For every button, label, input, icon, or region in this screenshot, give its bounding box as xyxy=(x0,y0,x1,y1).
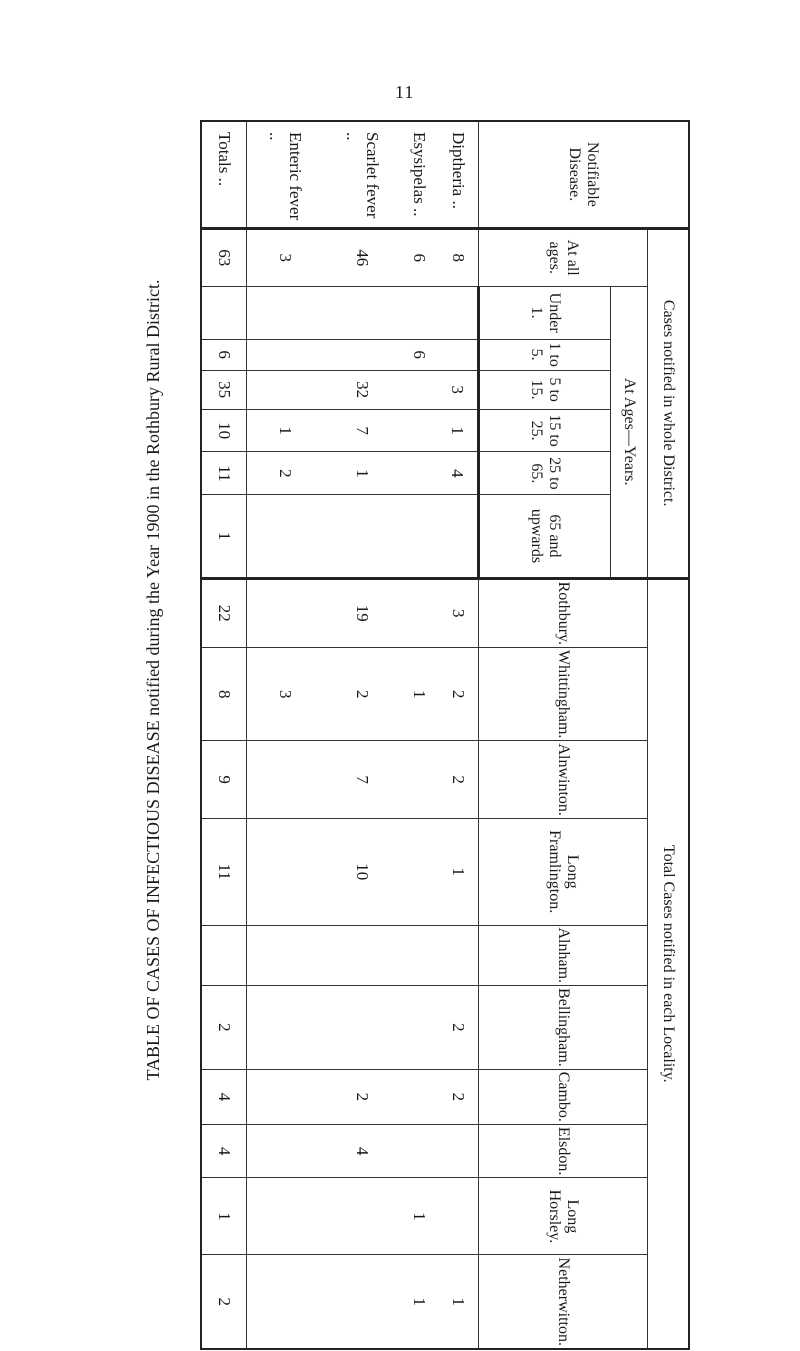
total-locality: 8 xyxy=(201,648,247,741)
header-age-5-15: 5 to 15. xyxy=(479,370,611,409)
table-row xyxy=(438,121,479,1349)
cell-locality xyxy=(324,1255,400,1349)
total-all-ages: 63 xyxy=(201,228,247,286)
header-age-under-1: Under 1. xyxy=(479,286,611,339)
header-age-15-25: 15 to 25. xyxy=(479,409,611,452)
header-notifiable-disease: Notifiable Disease. xyxy=(479,121,690,228)
cell-age xyxy=(400,370,438,409)
dots: .. xyxy=(409,208,429,217)
cell-locality xyxy=(247,578,324,647)
cell-locality: 2 xyxy=(324,1069,400,1124)
total-age: 11 xyxy=(201,452,247,495)
header-rothbury: Rothbury. xyxy=(479,578,648,647)
cell-age: 7 xyxy=(324,409,400,452)
cell-locality xyxy=(324,1178,400,1255)
cell-locality: 2 xyxy=(438,1069,479,1124)
header-age-65-up: 65 and upwards xyxy=(479,495,611,578)
totals-row xyxy=(201,121,247,1349)
cell-age: 32 xyxy=(324,370,400,409)
cell-locality: 1 xyxy=(400,1255,438,1349)
cell-locality xyxy=(400,986,438,1070)
header-alnwinton: Alnwinton. xyxy=(479,741,648,818)
total-age: 35 xyxy=(201,370,247,409)
total-locality: 1 xyxy=(201,1178,247,1255)
cell-locality: 4 xyxy=(324,1124,400,1177)
cell-age xyxy=(324,286,400,339)
cell-locality: 10 xyxy=(324,818,400,925)
cell-age: 4 xyxy=(438,452,479,495)
cell-age xyxy=(438,495,479,578)
disease-name xyxy=(400,121,438,228)
cell-age xyxy=(400,452,438,495)
cell-locality xyxy=(247,1255,324,1349)
cell-locality xyxy=(324,986,400,1070)
cell-locality xyxy=(247,1069,324,1124)
total-age: 6 xyxy=(201,339,247,370)
dots: .. xyxy=(342,132,362,141)
total-locality: 2 xyxy=(201,986,247,1070)
cell-locality: 19 xyxy=(324,578,400,647)
cell-age xyxy=(247,286,324,339)
cell-age xyxy=(438,286,479,339)
cell-locality xyxy=(400,1069,438,1124)
cell-locality xyxy=(400,818,438,925)
header-whole-district: Cases notified in whole District. xyxy=(648,228,690,578)
cell-locality xyxy=(247,741,324,818)
total-age xyxy=(201,286,247,339)
header-all-ages: At all ages. xyxy=(479,228,648,286)
disease-name xyxy=(247,121,324,228)
cell-all-ages: 3 xyxy=(247,228,324,286)
disease-label: Esysipelas xyxy=(409,132,429,204)
table-title xyxy=(143,279,164,1080)
total-locality xyxy=(201,925,247,986)
cell-age: 6 xyxy=(400,339,438,370)
cell-locality: 2 xyxy=(324,648,400,741)
cell-locality xyxy=(400,578,438,647)
header-bellingham: Bellingham. xyxy=(479,986,648,1070)
cell-age xyxy=(324,495,400,578)
table-row xyxy=(400,121,438,1349)
cell-age xyxy=(247,495,324,578)
header-elsdon: Elsdon. xyxy=(479,1124,648,1177)
cell-age: 1 xyxy=(247,409,324,452)
dots: .. xyxy=(448,200,468,209)
cell-locality xyxy=(324,925,400,986)
header-long-framlington: Long Framlington. xyxy=(479,818,648,925)
total-age: 10 xyxy=(201,409,247,452)
total-locality: 11 xyxy=(201,818,247,925)
page-number: 11 xyxy=(395,82,415,102)
total-locality: 22 xyxy=(201,578,247,647)
dots: .. xyxy=(215,177,234,187)
header-row-groups xyxy=(648,121,690,1349)
header-at-ages: At Ages—Years. xyxy=(611,286,648,578)
total-locality: 2 xyxy=(201,1255,247,1349)
cell-age xyxy=(400,286,438,339)
cell-locality xyxy=(247,818,324,925)
cell-age xyxy=(400,409,438,452)
table-title-text: TABLE OF CASES OF INFECTIOUS DISEASE notified during the Year 1900 in the Rothbury Rural District. xyxy=(143,279,163,1081)
cell-locality: 2 xyxy=(438,648,479,741)
table-row xyxy=(324,121,400,1349)
header-locality: Total Cases notified in each Locality. xyxy=(648,578,690,1349)
cell-locality xyxy=(247,925,324,986)
total-locality: 4 xyxy=(201,1124,247,1177)
header-netherwitton: Netherwitton. xyxy=(479,1255,648,1349)
disease-name xyxy=(324,121,400,228)
cell-age: 1 xyxy=(324,452,400,495)
disease-table xyxy=(200,120,690,1350)
dots: .. xyxy=(266,132,286,141)
header-age-1-5: 1 to 5. xyxy=(479,339,611,370)
header-cambo: Cambo. xyxy=(479,1069,648,1124)
cell-locality xyxy=(247,986,324,1070)
totals-label xyxy=(201,121,247,228)
header-whittingham: Whittingham. xyxy=(479,648,648,741)
cell-locality: 1 xyxy=(438,818,479,925)
cell-locality: 7 xyxy=(324,741,400,818)
cell-locality: 1 xyxy=(400,648,438,741)
cell-locality: 3 xyxy=(438,578,479,647)
totals-text: Totals xyxy=(215,132,234,174)
cell-locality xyxy=(438,925,479,986)
cell-age: 1 xyxy=(438,409,479,452)
disease-label: Enteric fever xyxy=(286,132,306,221)
cell-locality xyxy=(400,1124,438,1177)
cell-all-ages: 8 xyxy=(438,228,479,286)
table-row xyxy=(247,121,324,1349)
total-locality: 9 xyxy=(201,741,247,818)
cell-all-ages: 6 xyxy=(400,228,438,286)
header-row-subgroups xyxy=(611,121,648,1349)
total-locality: 4 xyxy=(201,1069,247,1124)
cell-age xyxy=(247,339,324,370)
header-long-horsley: Long Horsley. xyxy=(479,1178,648,1255)
cell-locality: 1 xyxy=(438,1255,479,1349)
cell-age xyxy=(400,495,438,578)
total-age: 1 xyxy=(201,495,247,578)
disease-label: Scarlet fever xyxy=(362,132,382,219)
cell-locality xyxy=(247,1178,324,1255)
cell-locality: 1 xyxy=(400,1178,438,1255)
cell-locality xyxy=(400,741,438,818)
cell-locality: 2 xyxy=(438,986,479,1070)
header-alnham: Alnham. xyxy=(479,925,648,986)
disease-name xyxy=(438,121,479,228)
cell-age: 2 xyxy=(247,452,324,495)
disease-table-wrapper xyxy=(200,120,690,1350)
header-age-25-65: 25 to 65. xyxy=(479,452,611,495)
disease-label: Diptheria xyxy=(448,132,468,197)
cell-locality xyxy=(247,1124,324,1177)
cell-age xyxy=(247,370,324,409)
cell-locality: 2 xyxy=(438,741,479,818)
cell-locality: 3 xyxy=(247,648,324,741)
cell-locality xyxy=(400,925,438,986)
cell-age: 3 xyxy=(438,370,479,409)
cell-locality xyxy=(438,1178,479,1255)
cell-all-ages: 46 xyxy=(324,228,400,286)
cell-locality xyxy=(438,1124,479,1177)
cell-age xyxy=(438,339,479,370)
cell-age xyxy=(324,339,400,370)
